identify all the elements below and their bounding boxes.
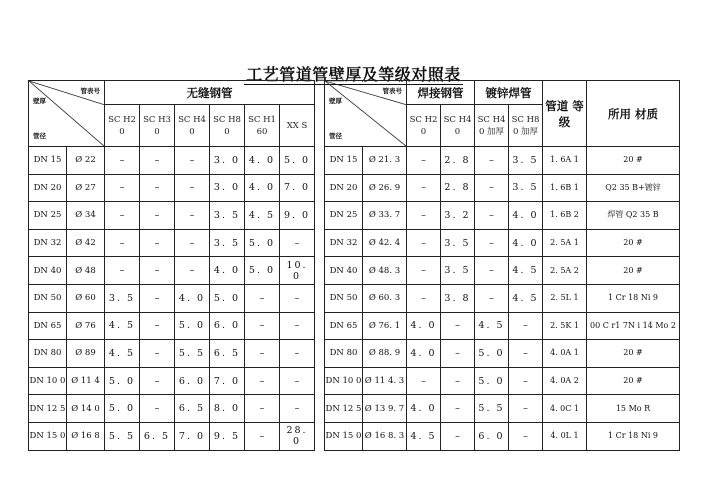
outer-diameter: Ø 27 bbox=[67, 174, 105, 202]
nominal-diameter: DN 32 bbox=[325, 229, 363, 257]
wall-thickness: – bbox=[140, 367, 175, 395]
wall-thickness: – bbox=[105, 147, 140, 175]
wall-thickness: 4. 5 bbox=[105, 312, 140, 340]
wall-thickness: 5. 5 bbox=[105, 422, 140, 450]
wall-thickness: – bbox=[140, 312, 175, 340]
outer-diameter: Ø 88. 9 bbox=[363, 340, 407, 368]
material: 20 # bbox=[587, 147, 680, 175]
galvanized-pipe-header: 镀锌焊管 bbox=[475, 81, 543, 105]
wall-thickness: – bbox=[280, 284, 315, 312]
pipe-grade: 4. 0A 1 bbox=[543, 340, 587, 368]
wall-thickness: – bbox=[475, 202, 509, 230]
wall-thickness: – bbox=[509, 340, 543, 368]
wall-thickness: 5. 5 bbox=[475, 395, 509, 423]
schedule-header: SC H4 0 加厚 bbox=[475, 105, 509, 147]
outer-diameter: Ø 22 bbox=[67, 147, 105, 175]
welded-pipe-table bbox=[324, 80, 680, 451]
nominal-diameter: DN 65 bbox=[325, 312, 363, 340]
wall-thickness: 7. 0 bbox=[175, 422, 210, 450]
nominal-diameter: DN 40 bbox=[29, 257, 67, 285]
table-row bbox=[325, 312, 680, 340]
seamless-pipe-table bbox=[28, 80, 315, 451]
wall-thickness: 3. 5 bbox=[441, 257, 475, 285]
outer-diameter: Ø 16 8. 3 bbox=[363, 422, 407, 450]
wall-thickness: 5. 0 bbox=[175, 312, 210, 340]
wall-thickness: – bbox=[245, 367, 280, 395]
wall-thickness: 6. 5 bbox=[175, 395, 210, 423]
nominal-diameter: DN 15 bbox=[325, 147, 363, 175]
pipe-grade: 1. 6B 1 bbox=[543, 174, 587, 202]
wall-thickness: 28. 0 bbox=[280, 422, 315, 450]
nominal-diameter: DN 80 bbox=[29, 340, 67, 368]
pipe-grade: 2. 5L 1 bbox=[543, 284, 587, 312]
nominal-diameter: DN 15 0 bbox=[29, 422, 67, 450]
wall-thickness: 4. 0 bbox=[407, 340, 441, 368]
wall-thickness: – bbox=[407, 202, 441, 230]
wall-thickness: – bbox=[245, 284, 280, 312]
wall-thickness: 5. 0 bbox=[210, 284, 245, 312]
nominal-diameter: DN 10 0 bbox=[325, 367, 363, 395]
outer-diameter: Ø 11 4. 3 bbox=[363, 367, 407, 395]
table-row bbox=[29, 395, 315, 423]
wall-thickness: 4. 5 bbox=[245, 202, 280, 230]
wall-thickness: – bbox=[245, 340, 280, 368]
wall-thickness: – bbox=[105, 174, 140, 202]
schedule-header: SC H4 0 bbox=[175, 105, 210, 147]
wall-thickness: 3. 0 bbox=[210, 174, 245, 202]
outer-diameter: Ø 13 9. 7 bbox=[363, 395, 407, 423]
wall-thickness: 3. 5 bbox=[210, 202, 245, 230]
table-row bbox=[29, 422, 315, 450]
outer-diameter: Ø 26. 9 bbox=[363, 174, 407, 202]
wall-thickness: 4. 5 bbox=[509, 257, 543, 285]
wall-thickness: – bbox=[175, 147, 210, 175]
nominal-diameter: DN 15 bbox=[29, 147, 67, 175]
material: 15 Mo R bbox=[587, 395, 680, 423]
material: 1 Cr 18 Ni 9 bbox=[587, 422, 680, 450]
wall-thickness: 4. 5 bbox=[475, 312, 509, 340]
table-row bbox=[29, 229, 315, 257]
wall-thickness: – bbox=[407, 174, 441, 202]
wall-thickness: 3. 5 bbox=[210, 229, 245, 257]
outer-diameter: Ø 33. 7 bbox=[363, 202, 407, 230]
wall-thickness: – bbox=[280, 340, 315, 368]
schedule-header: XX S bbox=[280, 105, 315, 147]
table-row bbox=[325, 257, 680, 285]
pipe-grade: 4. 0A 2 bbox=[543, 367, 587, 395]
wall-thickness: – bbox=[509, 312, 543, 340]
nominal-diameter: DN 50 bbox=[29, 284, 67, 312]
nominal-diameter: DN 20 bbox=[325, 174, 363, 202]
wall-thickness: 4. 0 bbox=[245, 147, 280, 175]
wall-thickness: – bbox=[407, 367, 441, 395]
wall-thickness: – bbox=[509, 422, 543, 450]
wall-thickness: – bbox=[175, 229, 210, 257]
nominal-diameter: DN 25 bbox=[29, 202, 67, 230]
nominal-diameter: DN 80 bbox=[325, 340, 363, 368]
material: 20 # bbox=[587, 340, 680, 368]
schedule-header: SC H1 60 bbox=[245, 105, 280, 147]
table-row bbox=[29, 257, 315, 285]
material: 00 C r1 7N i 14 Mo 2 bbox=[587, 312, 680, 340]
wall-thickness: – bbox=[140, 229, 175, 257]
wall-thickness: 6. 5 bbox=[210, 340, 245, 368]
outer-diameter: Ø 76. 1 bbox=[363, 312, 407, 340]
nominal-diameter: DN 15 0 bbox=[325, 422, 363, 450]
table-row bbox=[325, 367, 680, 395]
welded-pipe-header: 焊接钢管 bbox=[407, 81, 475, 105]
pipe-grade: 1. 6B 2 bbox=[543, 202, 587, 230]
schedule-header: SC H8 0 加厚 bbox=[509, 105, 543, 147]
pipe-grade: 4. 0C 1 bbox=[543, 395, 587, 423]
outer-diameter: Ø 21. 3 bbox=[363, 147, 407, 175]
wall-thickness: – bbox=[407, 257, 441, 285]
wall-thickness: 4. 0 bbox=[210, 257, 245, 285]
wall-thickness: 4. 0 bbox=[407, 312, 441, 340]
wall-thickness: – bbox=[509, 395, 543, 423]
wall-thickness: – bbox=[441, 312, 475, 340]
table-row bbox=[29, 340, 315, 368]
wall-thickness: 6. 0 bbox=[475, 422, 509, 450]
schedule-header: SC H2 0 bbox=[407, 105, 441, 147]
wall-thickness: 2. 8 bbox=[441, 174, 475, 202]
material: 20 # bbox=[587, 229, 680, 257]
pipe-grade: 4. 0L 1 bbox=[543, 422, 587, 450]
wall-thickness: – bbox=[407, 147, 441, 175]
outer-diameter: Ø 42. 4 bbox=[363, 229, 407, 257]
wall-thickness: – bbox=[245, 395, 280, 423]
wall-thickness: 4. 0 bbox=[509, 202, 543, 230]
wall-thickness: – bbox=[175, 174, 210, 202]
wall-thickness: 8. 0 bbox=[210, 395, 245, 423]
material: 1 Cr 18 Ni 9 bbox=[587, 284, 680, 312]
wall-thickness: 4. 0 bbox=[509, 229, 543, 257]
wall-thickness: 9. 0 bbox=[280, 202, 315, 230]
wall-thickness: – bbox=[441, 422, 475, 450]
outer-diameter: Ø 48. 3 bbox=[363, 257, 407, 285]
nominal-diameter: DN 65 bbox=[29, 312, 67, 340]
wall-thickness: 5. 0 bbox=[105, 395, 140, 423]
outer-diameter: Ø 60. 3 bbox=[363, 284, 407, 312]
wall-thickness: – bbox=[280, 229, 315, 257]
wall-thickness: 3. 5 bbox=[509, 174, 543, 202]
outer-diameter: Ø 42 bbox=[67, 229, 105, 257]
table-row bbox=[325, 229, 680, 257]
wall-thickness: 9. 5 bbox=[210, 422, 245, 450]
material: 焊管 Q2 35 B bbox=[587, 202, 680, 230]
wall-thickness: 5. 5 bbox=[175, 340, 210, 368]
outer-diameter: Ø 14 0 bbox=[67, 395, 105, 423]
pipe-grade: 2. 5K 1 bbox=[543, 312, 587, 340]
pipe-grade: 2. 5A 1 bbox=[543, 229, 587, 257]
wall-thickness: – bbox=[105, 229, 140, 257]
table-row bbox=[325, 202, 680, 230]
wall-thickness: – bbox=[475, 284, 509, 312]
wall-thickness: 5. 0 bbox=[475, 340, 509, 368]
wall-thickness: – bbox=[175, 257, 210, 285]
wall-thickness: – bbox=[140, 202, 175, 230]
wall-thickness: 10. 0 bbox=[280, 257, 315, 285]
nominal-diameter: DN 20 bbox=[29, 174, 67, 202]
wall-thickness: – bbox=[140, 147, 175, 175]
wall-thickness: 3. 8 bbox=[441, 284, 475, 312]
table-row bbox=[29, 174, 315, 202]
nominal-diameter: DN 32 bbox=[29, 229, 67, 257]
wall-thickness: – bbox=[441, 395, 475, 423]
wall-thickness: – bbox=[105, 202, 140, 230]
wall-thickness: 5. 0 bbox=[245, 229, 280, 257]
document-title: 工艺管道管壁厚及等级对照表 bbox=[246, 65, 461, 84]
wall-thickness: – bbox=[140, 257, 175, 285]
wall-thickness: 5. 0 bbox=[105, 367, 140, 395]
schedule-header: SC H4 0 bbox=[441, 105, 475, 147]
table-row bbox=[325, 284, 680, 312]
table-row bbox=[29, 284, 315, 312]
nominal-diameter: DN 25 bbox=[325, 202, 363, 230]
schedule-header: SC H3 0 bbox=[140, 105, 175, 147]
wall-thickness: 4. 5 bbox=[105, 340, 140, 368]
wall-thickness: 7. 0 bbox=[210, 367, 245, 395]
nominal-diameter: DN 10 0 bbox=[29, 367, 67, 395]
schedule-header: SC H8 0 bbox=[210, 105, 245, 147]
outer-diameter: Ø 89 bbox=[67, 340, 105, 368]
wall-thickness: – bbox=[280, 312, 315, 340]
wall-thickness: 5. 0 bbox=[245, 257, 280, 285]
wall-thickness: 4. 5 bbox=[509, 284, 543, 312]
wall-thickness: – bbox=[509, 367, 543, 395]
wall-thickness: – bbox=[140, 174, 175, 202]
material-header: 所用 材质 bbox=[587, 81, 680, 147]
wall-thickness: 3. 5 bbox=[105, 284, 140, 312]
wall-thickness: – bbox=[407, 229, 441, 257]
outer-diameter: Ø 76 bbox=[67, 312, 105, 340]
wall-thickness: – bbox=[475, 174, 509, 202]
nominal-diameter: DN 12 5 bbox=[29, 395, 67, 423]
wall-thickness: – bbox=[245, 312, 280, 340]
wall-thickness: 4. 5 bbox=[407, 422, 441, 450]
wall-thickness: – bbox=[475, 257, 509, 285]
wall-thickness: – bbox=[140, 340, 175, 368]
nominal-diameter: DN 12 5 bbox=[325, 395, 363, 423]
seamless-pipe-header: 无缝钢管 bbox=[105, 81, 315, 105]
wall-thickness: 3. 2 bbox=[441, 202, 475, 230]
wall-thickness: 3. 0 bbox=[210, 147, 245, 175]
wall-thickness: – bbox=[441, 367, 475, 395]
tables-area bbox=[28, 80, 679, 450]
wall-thickness: – bbox=[175, 202, 210, 230]
table-row bbox=[325, 147, 680, 175]
wall-thickness: – bbox=[245, 422, 280, 450]
wall-thickness: – bbox=[441, 340, 475, 368]
wall-thickness: 6. 5 bbox=[140, 422, 175, 450]
outer-diameter: Ø 11 4 bbox=[67, 367, 105, 395]
pipe-grade: 2. 5A 2 bbox=[543, 257, 587, 285]
material: 20 # bbox=[587, 257, 680, 285]
material: Q2 35 B+镀锌 bbox=[587, 174, 680, 202]
outer-diameter: Ø 48 bbox=[67, 257, 105, 285]
wall-thickness: 6. 0 bbox=[175, 367, 210, 395]
wall-thickness: – bbox=[280, 367, 315, 395]
pipe-grade-header: 管道 等级 bbox=[543, 81, 587, 147]
wall-thickness: 5. 0 bbox=[475, 367, 509, 395]
table-row bbox=[325, 422, 680, 450]
outer-diameter: Ø 16 8 bbox=[67, 422, 105, 450]
wall-thickness: 4. 0 bbox=[407, 395, 441, 423]
table-row bbox=[29, 312, 315, 340]
nominal-diameter: DN 40 bbox=[325, 257, 363, 285]
table-row bbox=[29, 147, 315, 175]
table-row bbox=[29, 367, 315, 395]
wall-thickness: 3. 5 bbox=[509, 147, 543, 175]
nominal-diameter: DN 50 bbox=[325, 284, 363, 312]
wall-thickness: 2. 8 bbox=[441, 147, 475, 175]
wall-thickness: – bbox=[280, 395, 315, 423]
wall-thickness: – bbox=[407, 284, 441, 312]
table-row bbox=[325, 340, 680, 368]
table-row bbox=[29, 202, 315, 230]
wall-thickness: – bbox=[140, 395, 175, 423]
wall-thickness: – bbox=[475, 229, 509, 257]
table-row bbox=[325, 395, 680, 423]
outer-diameter: Ø 34 bbox=[67, 202, 105, 230]
wall-thickness: 6. 0 bbox=[210, 312, 245, 340]
pipe-grade: 1. 6A 1 bbox=[543, 147, 587, 175]
left-corner-header: 管表号 壁厚 管径 bbox=[29, 81, 105, 147]
wall-thickness: – bbox=[140, 284, 175, 312]
wall-thickness: – bbox=[105, 257, 140, 285]
outer-diameter: Ø 60 bbox=[67, 284, 105, 312]
wall-thickness: – bbox=[475, 147, 509, 175]
wall-thickness: 3. 5 bbox=[441, 229, 475, 257]
table-row bbox=[325, 174, 680, 202]
wall-thickness: 5. 0 bbox=[280, 147, 315, 175]
material: 20 # bbox=[587, 367, 680, 395]
wall-thickness: 7. 0 bbox=[280, 174, 315, 202]
schedule-header: SC H2 0 bbox=[105, 105, 140, 147]
wall-thickness: 4. 0 bbox=[175, 284, 210, 312]
wall-thickness: 4. 0 bbox=[245, 174, 280, 202]
right-corner-header: 管表号 壁厚 管径 bbox=[325, 81, 407, 147]
